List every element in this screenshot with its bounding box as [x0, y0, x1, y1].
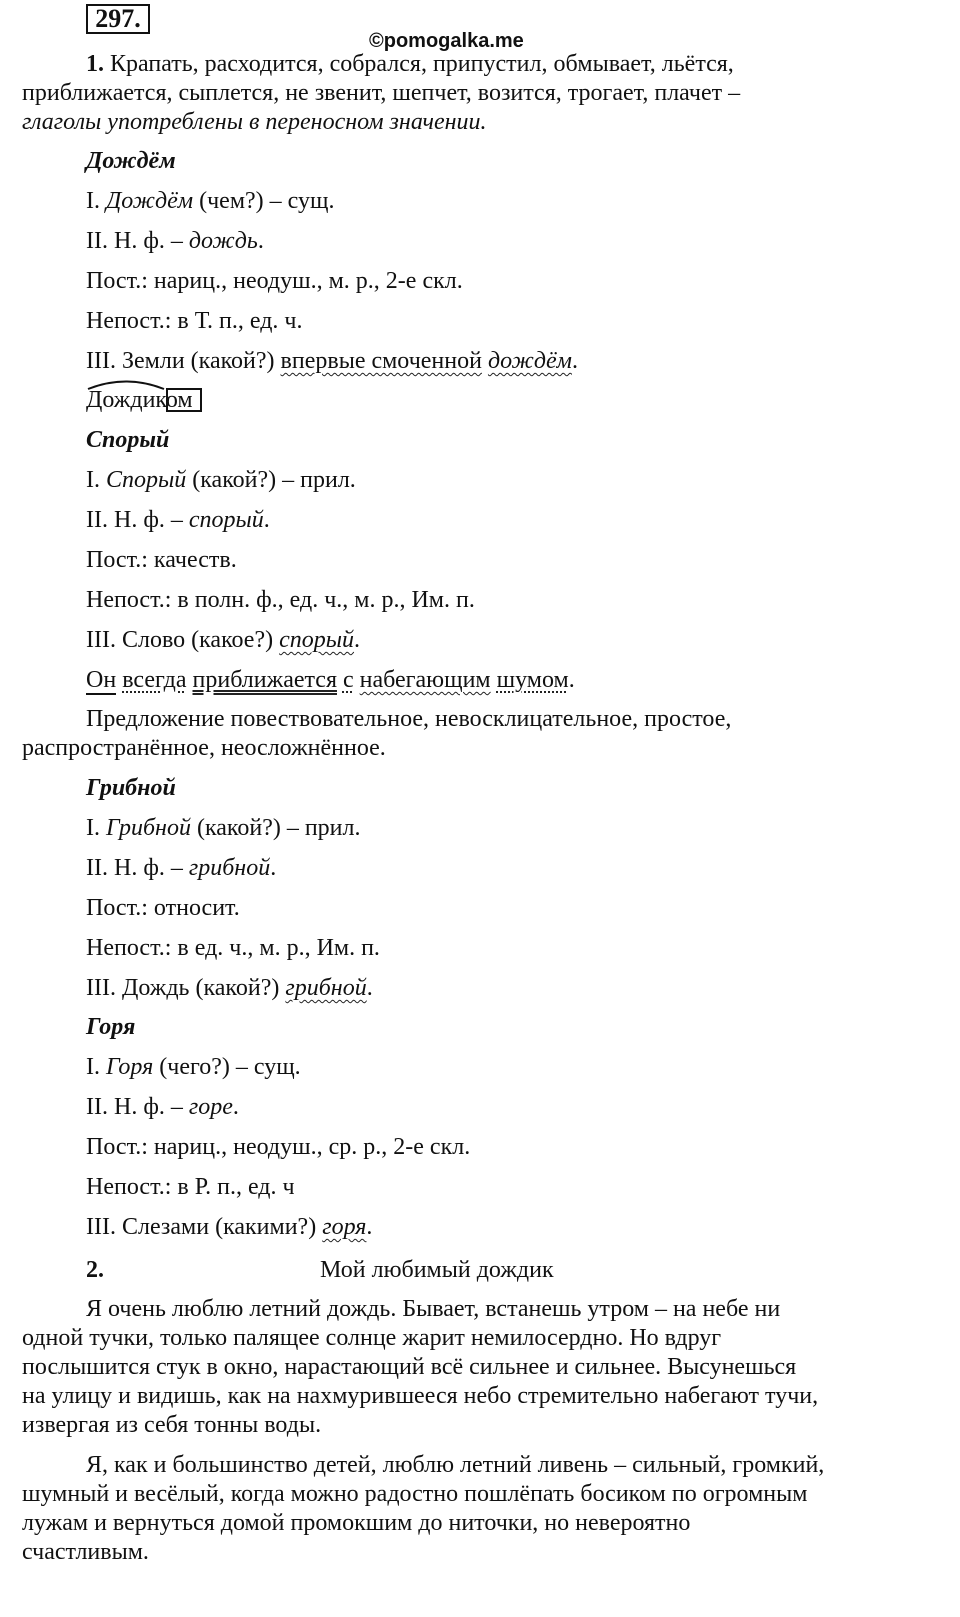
sentence-desc-2: распространённое, неосложнённое. — [22, 735, 386, 761]
gorya-ii-end: . — [232, 1094, 239, 1120]
essay-p1-line-5: извергая из себя тонны воды. — [22, 1412, 322, 1438]
gorya-iii-c: . — [366, 1214, 373, 1240]
dozhdem-i-prefix: I. — [86, 188, 106, 214]
dozhdem-ii-word: дождь — [188, 228, 258, 254]
subject-word: Он — [86, 667, 117, 693]
heading-dozhdem: Дождём — [86, 148, 176, 174]
part1-line-2: приближается, сыплется, не звенит, шепчет, возится, трогает, плачет – — [22, 80, 741, 106]
part2-label: 2. — [86, 1257, 104, 1283]
sporyi-ii — [86, 506, 270, 534]
gorya-i — [86, 1053, 301, 1081]
gribnoi-iii-b: грибной — [285, 975, 367, 1001]
adverbial-noun-word: шумом — [496, 667, 569, 693]
exercise-number: 297. — [86, 4, 150, 34]
gribnoi-ii-word: грибной — [188, 855, 271, 881]
adverbial-word: всегда — [122, 667, 187, 693]
sporyi-ii-word: спорый — [188, 507, 264, 533]
dozhdem-iii — [86, 347, 578, 375]
gribnoi-iii-a: III. Дождь (какой?) — [86, 975, 286, 1001]
part1-line-3: глаголы употреблены в переносном значении. — [22, 109, 487, 135]
gorya-i-rest: (чего?) – сущ. — [153, 1054, 301, 1080]
gribnoi-ii-end: . — [270, 855, 277, 881]
heading-gribnoi: Грибной — [86, 775, 176, 801]
heading-gorya: Горя — [86, 1014, 136, 1040]
dozhdem-i — [86, 187, 334, 215]
sporyi-post: Пост.: качеств. — [86, 547, 237, 573]
attribute-word: набегающим — [359, 667, 491, 693]
ending-box — [166, 388, 202, 412]
watermark: ©pomogalka.me — [369, 30, 524, 52]
morpheme-word: Дождиком — [86, 387, 193, 413]
sentence-desc-1: Предложение повествовательное, невосклицательное, простое, — [86, 706, 732, 732]
gribnoi-ii-prefix: II. Н. ф. – — [86, 855, 189, 881]
sporyi-i — [86, 466, 356, 494]
gorya-nepost: Непост.: в Р. п., ед. ч — [86, 1174, 295, 1200]
essay-p1-line-4: на улицу и видишь, как на нахмурившееся небо стремительно набегают тучи, — [22, 1383, 819, 1409]
gribnoi-i-prefix: I. — [86, 815, 106, 841]
dozhdem-nepost: Непост.: в Т. п., ед. ч. — [86, 308, 303, 334]
dozhdem-ii — [86, 227, 264, 255]
dozhdem-post: Пост.: нариц., неодуш., м. р., 2-е скл. — [86, 268, 463, 294]
gorya-ii-word: горе — [188, 1094, 233, 1120]
sentence-parse — [86, 666, 575, 694]
sentence-end: . — [568, 667, 575, 693]
sporyi-ii-end: . — [263, 507, 270, 533]
dozhdem-iii-a: III. Земли (какой?) — [86, 348, 281, 374]
sporyi-iii — [86, 626, 360, 654]
part1-label: 1. — [86, 51, 104, 77]
sporyi-ii-prefix: II. Н. ф. – — [86, 507, 189, 533]
preposition-word: с — [342, 667, 354, 693]
sporyi-iii-b: спорый — [279, 627, 355, 653]
gribnoi-post: Пост.: относит. — [86, 895, 240, 921]
essay-p2-line-3: лужам и вернуться домой промокшим до ниточки, но невероятно — [22, 1510, 691, 1536]
gribnoi-iii — [86, 974, 373, 1002]
gribnoi-i-word: Грибной — [106, 815, 191, 841]
essay-p2-line-4: счастливым. — [22, 1539, 149, 1565]
part1-line-1 — [86, 50, 734, 78]
sporyi-i-rest: (какой?) – прил. — [186, 467, 356, 493]
gorya-post: Пост.: нариц., неодуш., ср. р., 2-е скл. — [86, 1134, 471, 1160]
dozhdem-iii-d: дождём — [487, 348, 572, 374]
dozhdem-iii-b: впервые смоченной — [280, 348, 482, 374]
gribnoi-nepost: Непост.: в ед. ч., м. р., Им. п. — [86, 935, 380, 961]
dozhdem-iii-e: . — [571, 348, 578, 374]
essay-p1-line-3: послышится стук в окно, нарастающий всё сильнее и сильнее. Высунешься — [22, 1354, 797, 1380]
dozhdem-i-rest: (чем?) – сущ. — [193, 188, 335, 214]
essay-title: Мой любимый дождик — [320, 1257, 554, 1283]
gribnoi-i-rest: (какой?) – прил. — [190, 815, 361, 841]
gorya-iii-b: горя — [322, 1214, 367, 1240]
sporyi-nepost: Непост.: в полн. ф., ед. ч., м. р., Им. п. — [86, 587, 475, 613]
essay-p2-line-1: Я, как и большинство детей, люблю летний ливень – сильный, громкий, — [86, 1452, 825, 1478]
gorya-i-word: Горя — [106, 1054, 154, 1080]
gribnoi-ii — [86, 854, 276, 882]
predicate-word: приближается — [192, 667, 337, 693]
sporyi-iii-a: III. Слово (какое?) — [86, 627, 280, 653]
gribnoi-iii-c: . — [366, 975, 373, 1001]
dozhdem-ii-end: . — [257, 228, 264, 254]
gorya-ii-prefix: II. Н. ф. – — [86, 1094, 189, 1120]
gorya-i-prefix: I. — [86, 1054, 106, 1080]
part1-text-1: Крапать, расходится, собрался, припустил, обмывает, льётся, — [110, 51, 734, 77]
dozhdem-ii-prefix: II. Н. ф. – — [86, 228, 189, 254]
gorya-iii — [86, 1213, 372, 1241]
dozhdem-i-word: Дождём — [106, 188, 194, 214]
essay-p2-line-2: шумный и весёлый, когда можно радостно пошлёпать босиком по огромным — [22, 1481, 808, 1507]
gorya-iii-a: III. Слезами (какими?) — [86, 1214, 323, 1240]
sporyi-i-prefix: I. — [86, 467, 106, 493]
essay-p1-line-2: одной тучки, только палящее солнце жарит немилосердно. Но вдруг — [22, 1325, 722, 1351]
sporyi-i-word: Спорый — [106, 467, 187, 493]
heading-sporyi: Спорый — [86, 427, 170, 453]
gribnoi-i — [86, 814, 361, 842]
essay-p1-line-1: Я очень люблю летний дождь. Бывает, встанешь утром – на небе ни — [86, 1296, 781, 1322]
sporyi-iii-c: . — [354, 627, 361, 653]
gorya-ii — [86, 1093, 239, 1121]
